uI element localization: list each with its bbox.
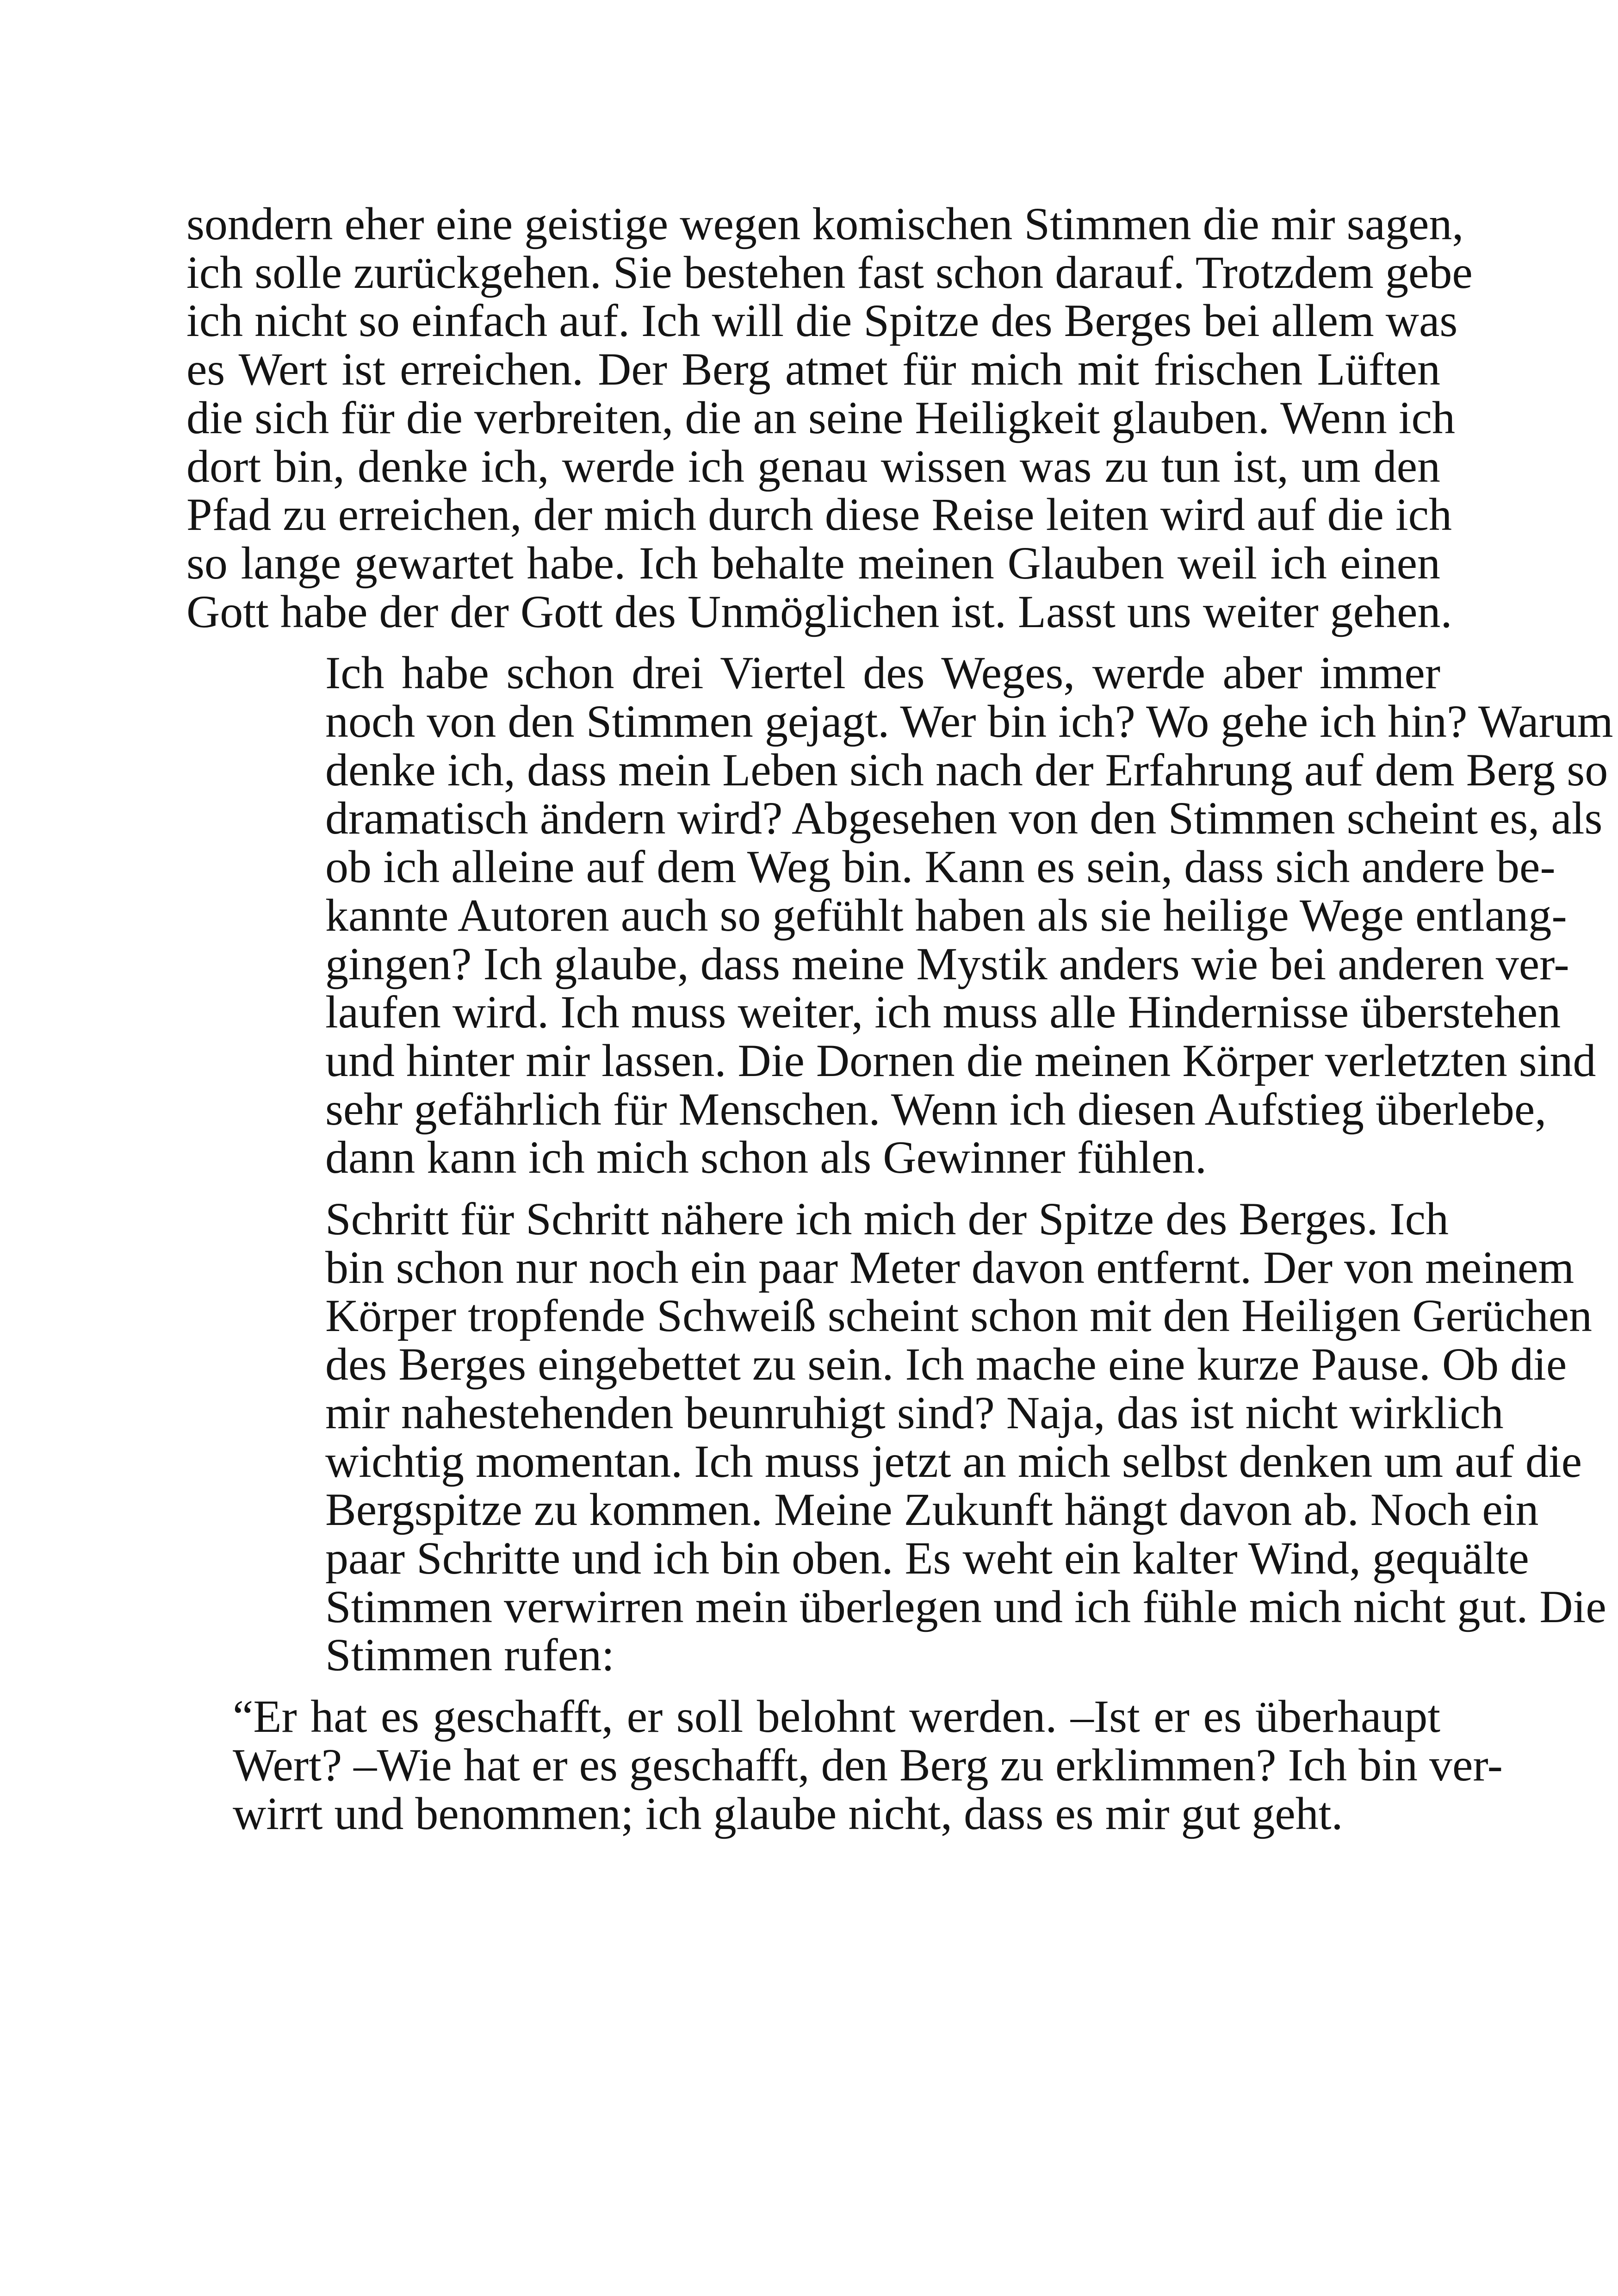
text-line: kannte Autoren auch so gefühlt haben als sie heilige Wege entlang- bbox=[325, 889, 1567, 941]
text-line: Gott habe der der Gott des Unmöglichen ist. Lasst uns weiter gehen. bbox=[186, 585, 1452, 637]
text-line: ob ich alleine auf dem Weg bin. Kann es sein, dass sich andere be- bbox=[325, 841, 1556, 893]
text-line: Bergspitze zu kommen. Meine Zukunft hängt davon ab. Noch ein bbox=[325, 1484, 1539, 1536]
text-line: es Wert ist erreichen. Der Berg atmet für mich mit frischen Lüften bbox=[186, 343, 1440, 395]
paragraph-p1 bbox=[186, 198, 1473, 637]
text-line: “Er hat es geschafft, er soll belohnt werden. –Ist er es überhaupt bbox=[233, 1691, 1440, 1742]
text-line: wichtig momentan. Ich muss jetzt an mich selbst denken um auf die bbox=[325, 1435, 1582, 1487]
paragraph-p3 bbox=[186, 1193, 1606, 1681]
text-line: des Berges eingebettet zu sein. Ich mache eine kurze Pause. Ob die bbox=[325, 1338, 1567, 1390]
text-line: so lange gewartet habe. Ich behalte meinen Glauben weil ich einen bbox=[186, 537, 1440, 589]
paragraph-p2 bbox=[186, 647, 1613, 1183]
text-line: wirrt und benommen; ich glaube nicht, dass es mir gut geht. bbox=[233, 1787, 1343, 1839]
text-line: dann kann ich mich schon als Gewinner fühlen. bbox=[325, 1132, 1207, 1183]
text-line: dramatisch ändern wird? Abgesehen von den Stimmen scheint es, als bbox=[325, 792, 1603, 844]
paragraph-p4 bbox=[186, 1691, 1503, 1839]
text-line: Stimmen rufen: bbox=[325, 1629, 614, 1681]
body-text bbox=[186, 198, 1613, 1851]
text-line: Wert? –Wie hat er es geschafft, den Berg zu erklimmen? Ich bin ver- bbox=[233, 1739, 1503, 1791]
text-line: noch von den Stimmen gejagt. Wer bin ich? Wo gehe ich hin? Warum bbox=[325, 696, 1613, 747]
text-line: Pfad zu erreichen, der mich durch diese Reise leiten wird auf die ich bbox=[186, 489, 1452, 541]
text-line: bin schon nur noch ein paar Meter davon entfernt. Der von meinem bbox=[325, 1241, 1575, 1293]
text-line: die sich für die verbreiten, die an seine Heiligkeit glauben. Wenn ich bbox=[186, 392, 1455, 443]
text-line: dort bin, denke ich, werde ich genau wissen was zu tun ist, um den bbox=[186, 440, 1440, 492]
text-line: mir nahestehenden beunruhigt sind? Naja, das ist nicht wirklich bbox=[325, 1387, 1504, 1438]
text-line: Körper tropfende Schweiß scheint schon mit den Heiligen Gerüchen bbox=[325, 1290, 1593, 1342]
text-line: Ich habe schon drei Viertel des Weges, werde aber immer bbox=[325, 647, 1440, 699]
text-line: laufen wird. Ich muss weiter, ich muss alle Hindernisse überstehen bbox=[325, 986, 1561, 1038]
text-line: sehr gefährlich für Menschen. Wenn ich diesen Aufstieg überlebe, bbox=[325, 1083, 1547, 1135]
text-line: Schritt für Schritt nähere ich mich der Spitze des Berges. Ich bbox=[325, 1193, 1449, 1245]
text-line: paar Schritte und ich bin oben. Es weht ein kalter Wind, gequälte bbox=[325, 1532, 1529, 1584]
text-line: und hinter mir lassen. Die Dornen die meinen Körper verletzten sind bbox=[325, 1034, 1596, 1086]
text-line: ich solle zurückgehen. Sie bestehen fast schon darauf. Trotzdem gebe bbox=[186, 246, 1473, 298]
text-line: ich nicht so einfach auf. Ich will die Spitze des Berges bei allem was bbox=[186, 295, 1458, 347]
text-line: Stimmen verwirren mein überlegen und ich fühle mich nicht gut. Die bbox=[325, 1580, 1606, 1632]
text-line: denke ich, dass mein Leben sich nach der Erfahrung auf dem Berg so bbox=[325, 744, 1608, 796]
text-line: sondern eher eine geistige wegen komischen Stimmen die mir sagen, bbox=[186, 198, 1464, 249]
text-line: gingen? Ich glaube, dass meine Mystik anders wie bei anderen ver- bbox=[325, 938, 1569, 989]
